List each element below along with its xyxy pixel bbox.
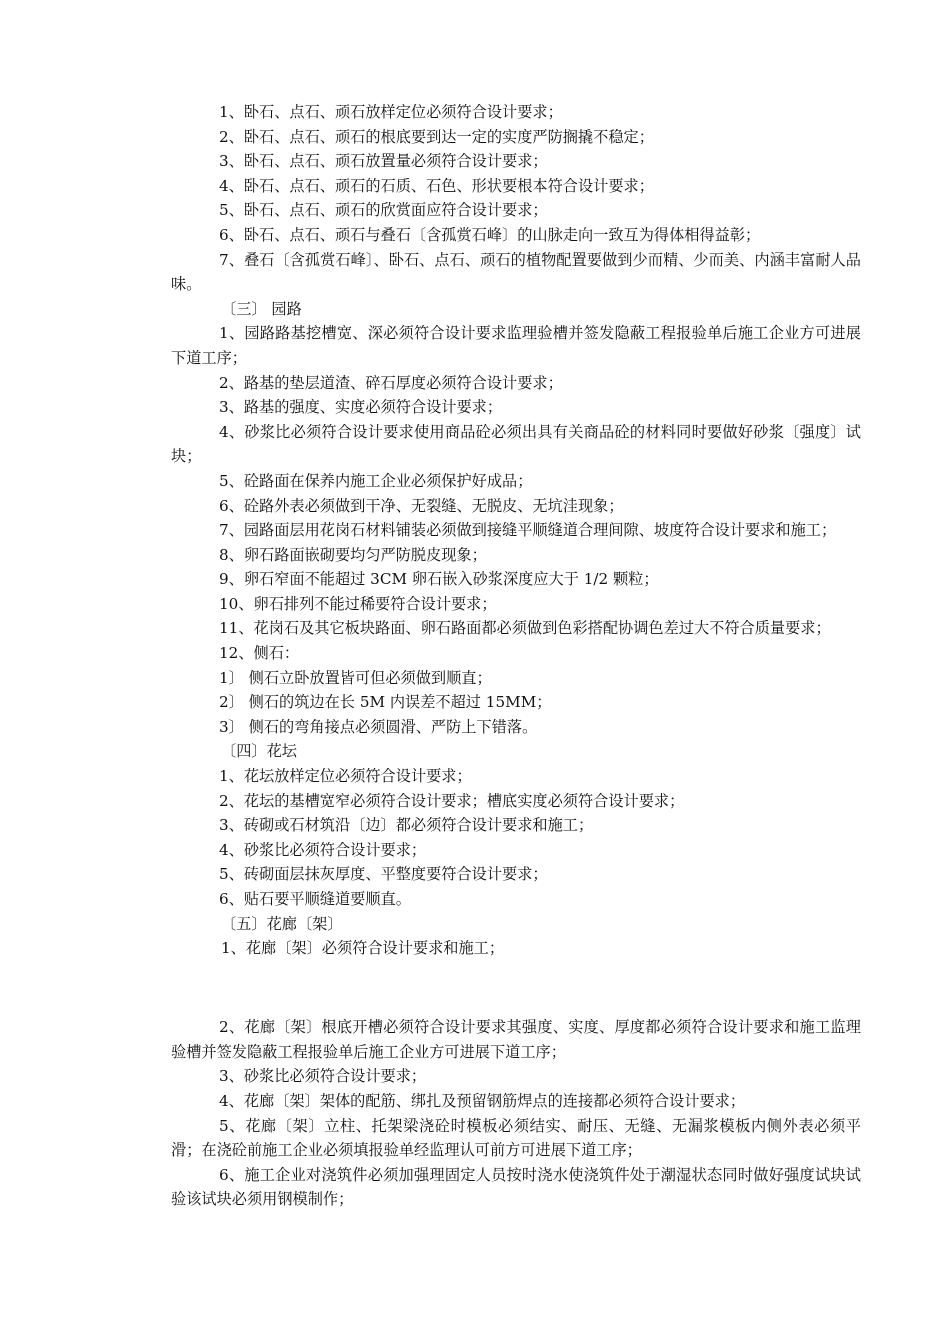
paragraph: 3、卧石、点石、顽石放置量必须符合设计要求；	[219, 152, 548, 171]
section-heading: 〔五〕花廊〔架〕	[221, 914, 343, 933]
paragraph: 4、花廊〔架〕架体的配筋、绑扎及预留钢筋焊点的连接都必须符合设计要求；	[219, 1091, 746, 1110]
section-heading: 〔四〕花坛	[221, 742, 297, 761]
paragraph: 7、园路面层用花岗石材料铺装必须做到接缝平顺缝道合理间隙、坡度符合设计要求和施工；	[219, 521, 837, 540]
paragraph: 5、花廊〔架〕立柱、托架梁浇砼时模板必须结实、耐压、无缝、无漏浆模板内侧外表必须平滑；在浇砼前施工企业必须填报验单经监理认可前方可进展下道工序；	[171, 1116, 861, 1160]
paragraph: 2〕 侧石的筑边在长 5M 内误差不超过 15MM；	[219, 693, 552, 712]
paragraph: 6、卧石、点石、顽石与叠石〔含孤赏石峰〕的山脉走向一致互为得体相得益彰；	[219, 225, 761, 244]
paragraph: 4、砂浆比必须符合设计要求；	[219, 840, 427, 859]
paragraph: 9、卵石窄面不能超过 3CM 卵石嵌入砂浆深度应大于 1/2 颗粒；	[219, 570, 659, 589]
paragraph: 8、卵石路面嵌砌要均匀严防脱皮现象；	[219, 545, 487, 564]
paragraph: 5、砼路面在保养内施工企业必须保护好成品；	[219, 471, 533, 490]
paragraph: 6、施工企业对浇筑件必须加强理固定人员按时浇水使浇筑件处于潮湿状态同时做好强度试块试验该试块必须用钢模制作；	[171, 1165, 861, 1209]
paragraph: 2、卧石、点石、顽石的根底要到达一定的实度严防搁撬不稳定；	[219, 127, 654, 146]
paragraph: 3、砂浆比必须符合设计要求；	[219, 1067, 427, 1086]
section-heading: 1、花廊〔架〕必须符合设计要求和施工；	[221, 939, 505, 958]
paragraph: 3、路基的强度、实度必须符合设计要求；	[219, 398, 503, 417]
paragraph: 7、叠石〔含孤赏石峰〕、卧石、点石、顽石的植物配置要做到少而精、少而美、内涵丰富耐人品味。	[171, 250, 861, 294]
paragraph: 4、砂浆比必须符合设计要求使用商品砼必须出具有关商品砼的材料同时要做好砂浆〔强度〕试块；	[171, 422, 861, 466]
paragraph: 6、砼路外表必须做到干净、无裂缝、无脱皮、无坑洼现象；	[219, 496, 624, 515]
paragraph: 1、花坛放样定位必须符合设计要求；	[219, 767, 472, 786]
paragraph: 3〕 侧石的弯角接点必须圆滑、严防上下错落。	[219, 717, 538, 736]
paragraph: 3、砖砌或石材筑沿〔边〕都必须符合设计要求和施工；	[219, 816, 594, 835]
blank-line	[171, 976, 861, 1000]
paragraph: 2、路基的垫层道渣、碎石厚度必须符合设计要求；	[219, 373, 563, 392]
paragraph: 6、贴石要平顺缝道要顺直。	[219, 890, 411, 908]
paragraph: 2、花廊〔架〕根底开槽必须符合设计要求其强度、实度、厚度都必须符合设计要求和施工监理验槽并签发隐蔽工程报验单后施工企业方可进展下道工序；	[171, 1018, 861, 1061]
paragraph: 5、砖砌面层抹灰厚度、平整度要符合设计要求；	[219, 865, 548, 884]
paragraph: 12、侧石：	[219, 644, 300, 663]
paragraph: 2、花坛的基槽宽窄必须符合设计要求；槽底实度必须符合设计要求；	[219, 791, 685, 810]
paragraph: 1、园路路基挖槽宽、深必须符合设计要求监理验槽并签发隐蔽工程报验单后施工企业方可进展下道工序；	[171, 324, 861, 367]
paragraph: 11、花岗石及其它板块路面、卵石路面都必须做到色彩搭配协调色差过大不符合质量要求；	[219, 619, 831, 638]
document-body	[171, 100, 861, 1212]
paragraph: 1、卧石、点石、顽石放样定位必须符合设计要求；	[219, 103, 563, 121]
paragraph: 5、卧石、点石、顽石的欣赏面应符合设计要求；	[219, 201, 548, 220]
paragraph: 4、卧石、点石、顽石的石质、石色、形状要根本符合设计要求；	[219, 176, 654, 195]
paragraph: 1〕 侧石立卧放置皆可但必须做到顺直；	[219, 668, 492, 687]
section-heading: 〔三〕 园路	[221, 299, 302, 318]
paragraph: 10、卵石排列不能过稀要符合设计要求；	[219, 594, 497, 613]
